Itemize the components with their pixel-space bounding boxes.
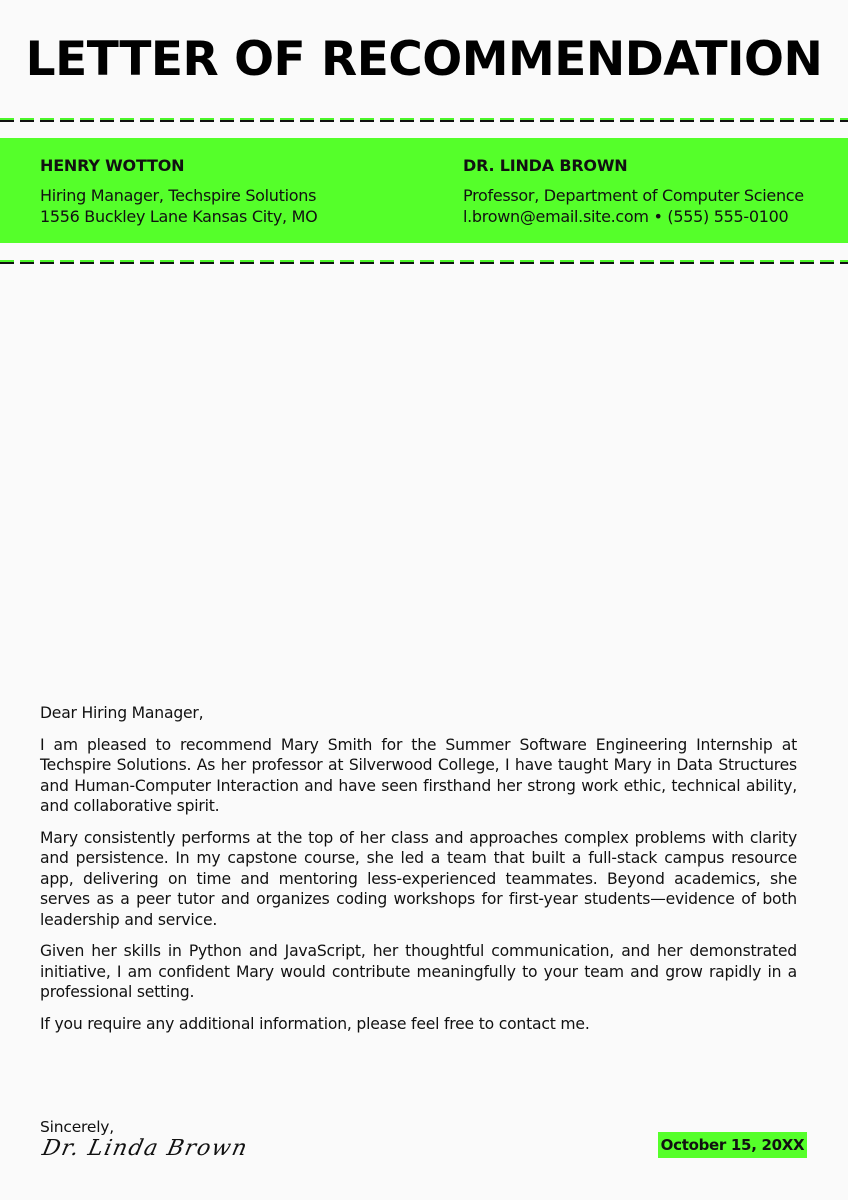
recipient-address: 1556 Buckley Lane Kansas City, MO bbox=[40, 207, 318, 226]
dashed-divider-bottom bbox=[0, 260, 848, 264]
recipient-block bbox=[40, 156, 317, 227]
sender-role: Professor, Department of Computer Science bbox=[463, 186, 804, 205]
paragraph: Given her skills in Python and JavaScript, her thoughtful communication, and her demonstrated initiative, I am confident Mary would contribute meaningfully to your team and grow rapidly in a professional setting. bbox=[40, 942, 797, 1001]
sender-block bbox=[463, 156, 804, 227]
page-title: LETTER OF RECOMMENDATION bbox=[25, 32, 823, 87]
recipient-role: Hiring Manager, Techspire Solutions bbox=[40, 186, 317, 205]
header-band bbox=[0, 138, 848, 243]
paragraph: I am pleased to recommend Mary Smith for the Summer Software Engineering Internship at Techspire Solutions. As her professor at Silverwood College, I have taught Mary in Data Structures and Human-Computer Interaction and have seen firsthand her strong work ethic, technical ability, and collaborative spirit. bbox=[40, 735, 797, 815]
paragraph: Mary consistently performs at the top of her class and approaches complex problems with clarity and persistence. In my capstone course, she led a team that built a full-stack campus resource app, delivering on time and mentoring less-experienced teammates. Beyond academics, she serves as a peer tutor and organizes coding workshops for first-year students—evidence of both leadership and service. bbox=[40, 828, 797, 929]
dashed-divider-top bbox=[0, 118, 848, 122]
closing: Sincerely, bbox=[40, 1118, 115, 1136]
paragraph: If you require any additional information, please feel free to contact me. bbox=[40, 1014, 590, 1033]
letter-body bbox=[40, 703, 797, 1045]
sender-name: DR. LINDA BROWN bbox=[463, 156, 628, 175]
salutation: Dear Hiring Manager, bbox=[40, 704, 204, 722]
signature: Dr. Linda Brown bbox=[40, 1136, 251, 1161]
date-badge: October 15, 20XX bbox=[658, 1132, 807, 1158]
recipient-name: HENRY WOTTON bbox=[40, 156, 185, 175]
sender-contact: l.brown@email.site.com • (555) 555-0100 bbox=[463, 207, 789, 226]
